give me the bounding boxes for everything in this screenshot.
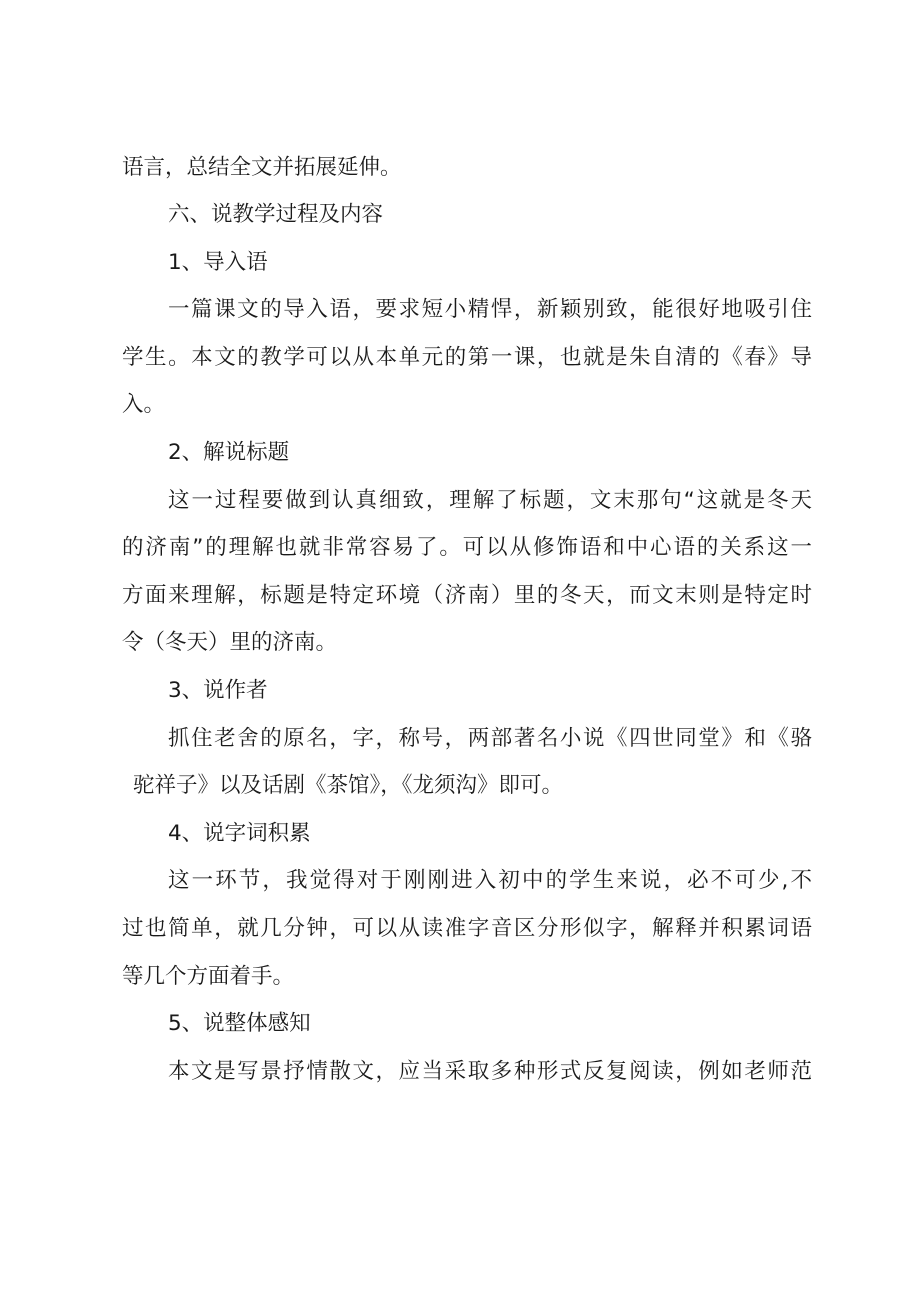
paragraph-line: 学生。本文的教学可以从本单元的第一课，也就是朱自清的《春》导 [122, 345, 812, 370]
paragraph-line: 这一过程要做到认真细致，理解了标题，文末那句“这就是冬天 [168, 488, 812, 513]
paragraph-line: 抓住老舍的原名，字，称号，两部著名小说《四世同堂》和《骆 [168, 726, 812, 751]
paragraph-line: 本文是写景抒情散文，应当采取多种形式反复阅读，例如老师范 [168, 1059, 812, 1084]
paragraph-line: 等几个方面着手。 [122, 964, 295, 989]
subsection-heading: 3、说作者 [168, 678, 268, 703]
paragraph-line: 驼祥子》以及话剧《茶馆》，《龙须沟》即可。 [133, 773, 564, 798]
paragraph-line: 这一环节，我觉得对于刚刚进入初中的学生来说，必不可少,不 [168, 868, 812, 893]
paragraph-line: 方面来理解，标题是特定环境（济南）里的冬天，而文末则是特定时 [122, 583, 812, 608]
paragraph-line: 一篇课文的导入语，要求短小精悍，新颖别致，能很好地吸引住 [168, 297, 812, 322]
paragraph-line: 过也简单，就几分钟，可以从读准字音区分形似字，解释并积累词语 [122, 916, 812, 941]
paragraph-line: 令（冬天）里的济南。 [122, 630, 338, 655]
subsection-heading: 1、导入语 [168, 250, 268, 275]
text-line: 语言，总结全文并拓展延伸。 [122, 155, 402, 180]
subsection-heading: 2、解说标题 [168, 440, 290, 465]
subsection-heading: 4、说字词积累 [168, 821, 311, 846]
section-heading: 六、说教学过程及内容 [168, 202, 384, 227]
subsection-heading: 5、说整体感知 [168, 1011, 311, 1036]
paragraph-line: 入。 [122, 392, 166, 417]
paragraph-line: 的济南”的理解也就非常容易了。可以从修饰语和中心语的关系这一 [122, 535, 812, 560]
